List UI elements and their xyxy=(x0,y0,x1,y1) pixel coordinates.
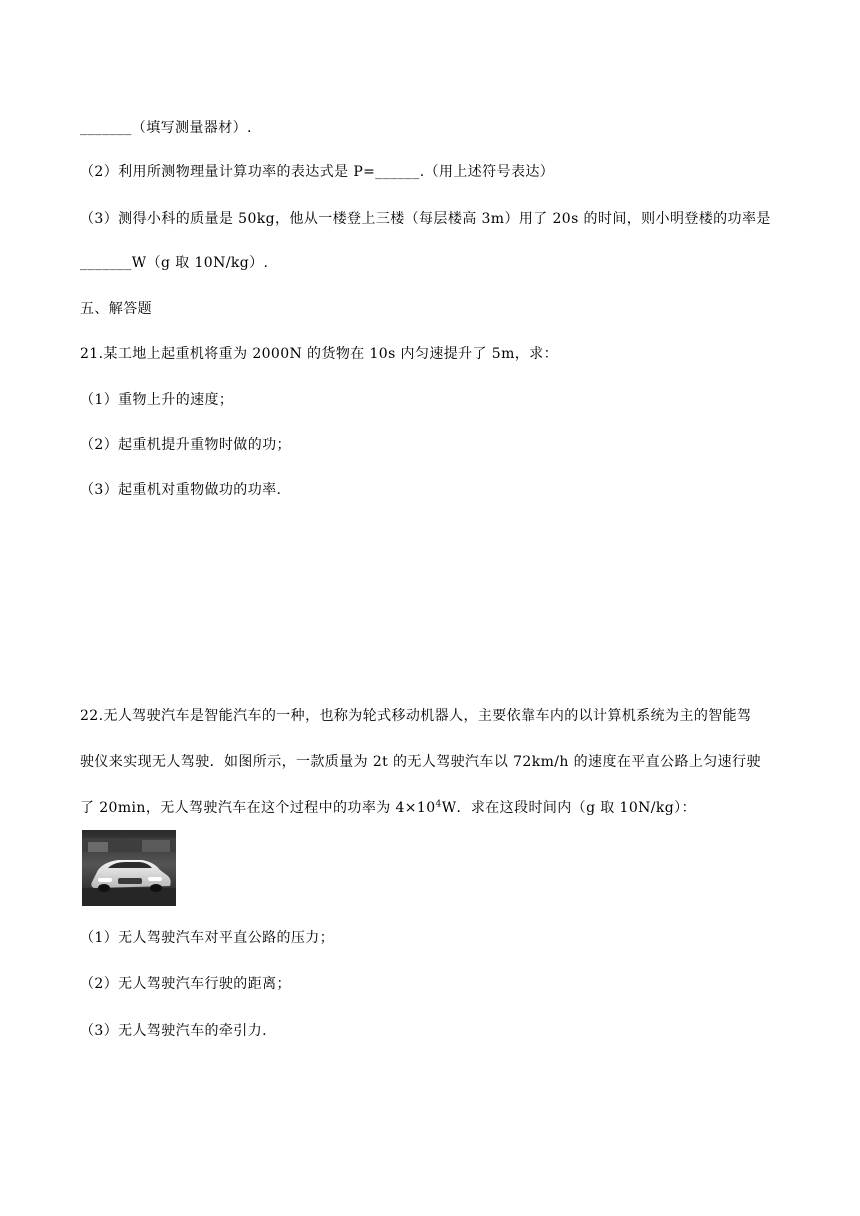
q22-stem-line3-post: W．求在这段时间内（g 取 10N/kg）： xyxy=(441,800,696,816)
q20-part3-line2: _______W（g 取 10N/kg）. xyxy=(80,255,269,271)
section-heading: 五、解答题 xyxy=(80,301,152,317)
q21-sub1: （1）重物上升的速度； xyxy=(80,392,234,408)
q20-part1-continuation: _______（填写测量器材）. xyxy=(80,120,252,136)
q22-sub3: （3）无人驾驶汽车的牵引力. xyxy=(80,1023,267,1039)
q20-part2: （2）利用所测物理量计算功率的表达式是 P=______.（用上述符号表达） xyxy=(80,164,555,180)
q22-sub2: （2）无人驾驶汽车行驶的距离； xyxy=(80,976,291,992)
q22-exponent: 4 xyxy=(435,799,442,810)
car-illustration xyxy=(82,830,176,906)
q21-sub3: （3）起重机对重物做功的功率. xyxy=(80,482,282,498)
q21-sub2: （2）起重机提升重物时做的功； xyxy=(80,437,291,453)
q22-sub1: （1）无人驾驶汽车对平直公路的压力； xyxy=(80,930,335,946)
q22-stem-line3-pre: 了 20min，无人驾驶汽车在这个过程中的功率为 4×10 xyxy=(80,800,436,816)
q20-part3-line1: （3）测得小科的质量是 50kg，他从一楼登上三楼（每层楼高 3m）用了 20s 的时间，则小明登楼的功率是 xyxy=(80,211,771,227)
q22-stem-line1: 22.无人驾驶汽车是智能汽车的一种，也称为轮式移动机器人，主要依靠车内的以计算机系统为主的智能驾 xyxy=(80,708,752,724)
q22-stem-line2: 驶仪来实现无人驾驶．如图所示，一款质量为 2t 的无人驾驶汽车以 72km/h 的速度在平直公路上匀速行驶 xyxy=(80,754,761,770)
self-driving-car-photo xyxy=(82,830,176,906)
q22-stem-line3 xyxy=(80,798,780,818)
q21-stem: 21.某工地上起重机将重为 2000N 的货物在 10s 内匀速提升了 5m，求： xyxy=(80,346,558,362)
